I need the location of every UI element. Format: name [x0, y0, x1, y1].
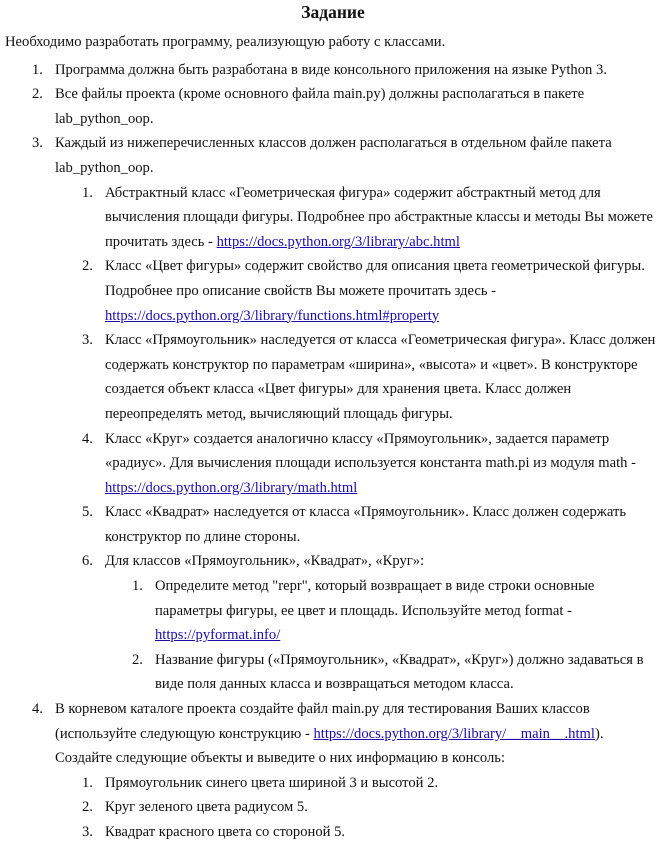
item-text: Класс «Квадрат» наследуется от класса «Прямоугольник». Класс должен содержать конструктор по длине стороны.	[105, 504, 627, 545]
sub-list-item	[82, 771, 660, 796]
item-text: Для классов «Прямоугольник», «Квадрат», «Круг»:	[105, 553, 425, 570]
sub-list-item	[82, 427, 660, 501]
item-number: 2.	[32, 86, 43, 103]
item-text: Круг зеленого цвета радиусом 5.	[105, 799, 308, 816]
list-item	[32, 131, 660, 180]
property-docs-link[interactable]: https://docs.python.org/3/library/functions.html#property	[105, 307, 440, 324]
item-text: Класс «Прямоугольник» наследуется от класса «Геометрическая фигура». Класс должен содержать конструктор по параметрам «ширина», «высота» и «цвет». В конструкторе создается объект класса «Цвет фигуры» для хранения цвета. Класс должен переопределять метод, вычисляющий площадь фигуры.	[105, 332, 656, 422]
intro-paragraph: Необходимо разработать программу, реализующую работу с классами.	[5, 34, 446, 50]
item-number: 5.	[82, 504, 93, 521]
item-number: 1.	[82, 184, 93, 201]
item-number: 2.	[82, 799, 93, 816]
main-docs-link[interactable]: https://docs.python.org/3/library/__main__.html	[313, 725, 595, 742]
item-text: Класс «Круг» создается аналогично классу «Прямоугольник», задается параметр «радиус». Для вычисления площади используется константа math.pi из модуля math -	[105, 430, 636, 472]
sub-list-item	[82, 820, 660, 845]
item-number: 1.	[132, 578, 143, 595]
item-number: 2.	[82, 258, 93, 275]
sub-list-item	[82, 549, 660, 574]
sub-list-item	[82, 181, 660, 255]
sub-list-item	[82, 254, 660, 328]
item-number: 4.	[32, 701, 43, 718]
pyformat-link[interactable]: https://pyformat.info/	[155, 627, 281, 644]
task-list	[0, 58, 666, 845]
item-text: Класс «Цвет фигуры» содержит свойство для описания цвета геометрической фигуры. Подробнее про описание свойств Вы можете прочитать здесь -	[105, 258, 645, 299]
list-item	[32, 58, 660, 83]
item-text: Программа должна быть разработана в виде консольного приложения на языке Python 3.	[55, 61, 607, 78]
abc-docs-link[interactable]: https://docs.python.org/3/library/abc.html	[216, 233, 460, 250]
item-text: Абстрактный класс «Геометрическая фигура» содержит абстрактный метод для вычисления площади фигуры. Подробнее про абстрактные классы и методы Вы можете прочитать здесь -	[105, 184, 653, 250]
item-number: 3.	[82, 824, 93, 840]
sub-sub-list-item	[132, 574, 660, 648]
item-number: 4.	[82, 430, 93, 447]
sub-list-item	[82, 328, 660, 426]
item-text: Каждый из нижеперечисленных классов должен располагаться в отдельном файле пакета lab_python_oop.	[55, 135, 612, 176]
list-item	[32, 697, 660, 771]
page-title: Задание	[301, 2, 365, 22]
sub-list-item	[82, 500, 660, 549]
sub-list-item	[82, 795, 660, 820]
item-text-after: ). Создайте следующие объекты и выведите о них информацию в консоль:	[55, 725, 604, 767]
sub-sub-list-item	[132, 648, 660, 697]
math-docs-link[interactable]: https://docs.python.org/3/library/math.html	[105, 479, 358, 496]
item-text: В корневом каталоге проекта создайте файл main.py для тестирования Ваших классов (используйте следующую конструкцию -	[55, 701, 590, 742]
item-text: Все файлы проекта (кроме основного файла main.py) должны располагаться в пакете lab_python_oop.	[55, 86, 585, 127]
item-text: Определите метод "repr", который возвращает в виде строки основные параметры фигуры, ее цвет и площадь. Используйте метод format -	[155, 578, 595, 619]
item-number: 6.	[82, 553, 93, 570]
item-number: 3.	[82, 332, 93, 349]
item-number: 2.	[132, 651, 143, 668]
item-number: 3.	[32, 135, 43, 152]
item-number: 1.	[32, 61, 43, 78]
list-item	[32, 82, 660, 131]
item-number: 1.	[82, 774, 93, 791]
item-text: Название фигуры («Прямоугольник», «Квадрат», «Круг») должно задаваться в виде поля данных класса и возвращаться методом класса.	[155, 651, 644, 693]
item-text: Квадрат красного цвета со стороной 5.	[105, 824, 346, 840]
item-text: Прямоугольник синего цвета шириной 3 и высотой 2.	[105, 774, 439, 791]
